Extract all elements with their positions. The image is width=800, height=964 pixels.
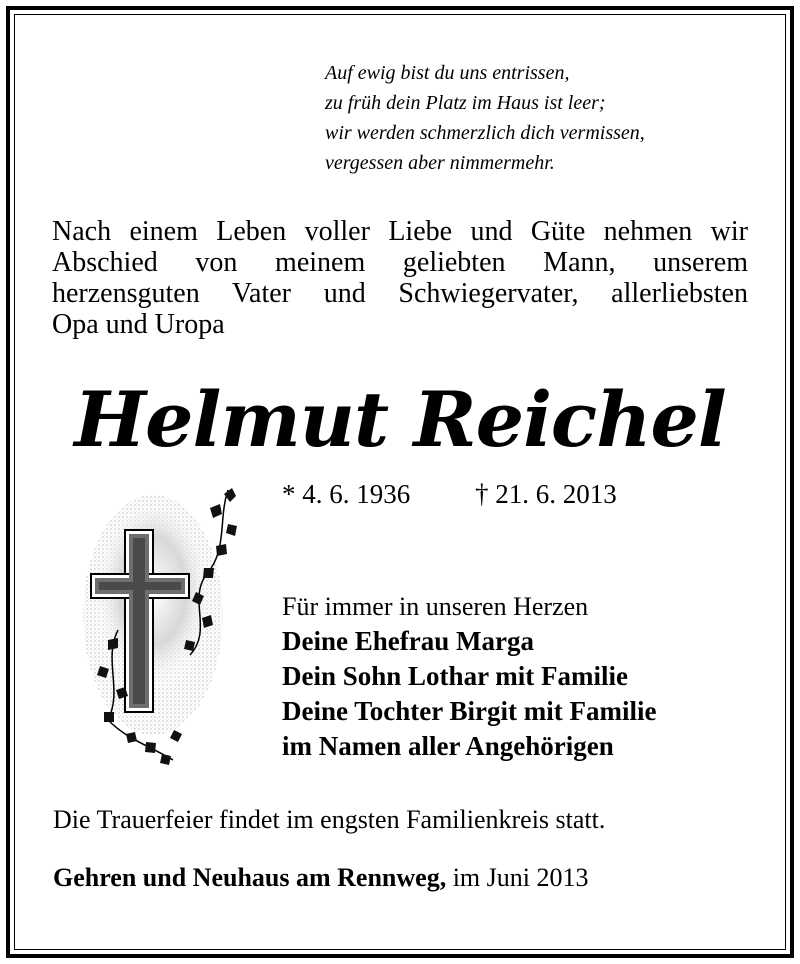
closing-block <box>282 590 762 764</box>
intro-line: Opa und Uropa <box>52 309 225 340</box>
intro-line: herzensguten Vater und Schwiegervater, allerliebsten <box>52 278 748 309</box>
memorial-poem <box>325 58 765 178</box>
family-member-line: Dein Sohn Lothar mit Familie <box>282 661 629 691</box>
intro-line: Nach einem Leben voller Liebe und Güte nehmen wir <box>52 216 748 247</box>
poem-line: zu früh dein Platz im Haus ist leer; <box>325 92 606 114</box>
service-note: Die Trauerfeier findet im engsten Familienkreis statt. <box>53 805 606 834</box>
family-member-line: Deine Ehefrau Marga <box>282 626 534 656</box>
family-member-line: Deine Tochter Birgit mit Familie <box>282 696 657 726</box>
cross-with-ivy-icon <box>78 480 248 780</box>
deceased-name: Helmut Reichel <box>74 375 726 464</box>
place-location: Gehren und Neuhaus am Rennweg, <box>53 863 447 892</box>
death-date: † 21. 6. 2013 <box>475 479 617 509</box>
place-and-date <box>53 862 589 894</box>
life-dates <box>282 478 617 510</box>
closing-subtitle: Für immer in unseren Herzen <box>282 592 589 621</box>
birth-date: * 4. 6. 1936 <box>282 479 411 509</box>
poem-line: vergessen aber nimmermehr. <box>325 152 555 174</box>
place-date: im Juni 2013 <box>452 863 589 892</box>
intro-text <box>52 216 748 340</box>
family-member-line: im Namen aller Angehörigen <box>282 731 614 761</box>
intro-line: Abschied von meinem geliebten Mann, unserem <box>52 247 748 278</box>
poem-line: Auf ewig bist du uns entrissen, <box>325 62 570 84</box>
poem-line: wir werden schmerzlich dich vermissen, <box>325 122 645 144</box>
